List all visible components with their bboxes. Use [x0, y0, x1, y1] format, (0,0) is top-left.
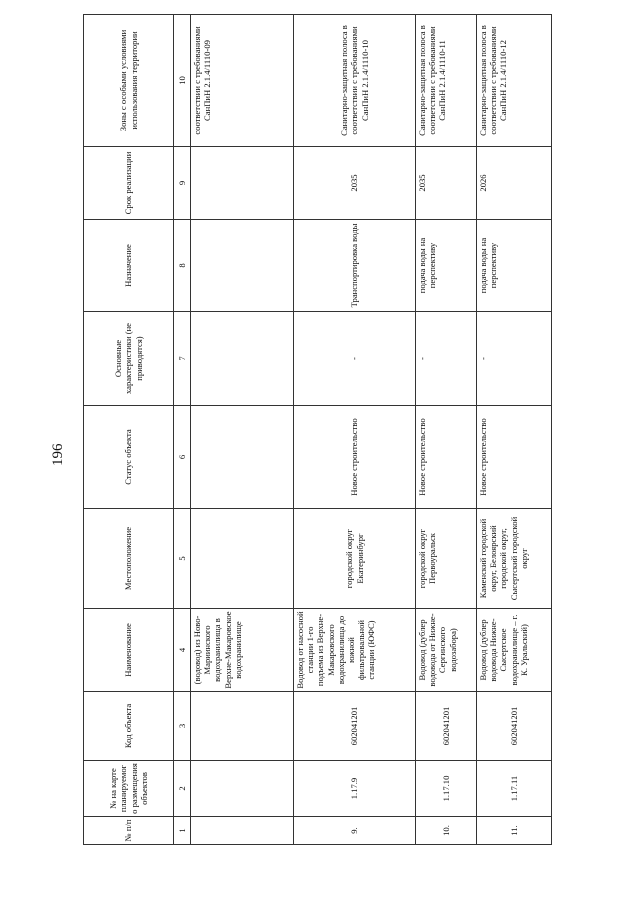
cell-characteristics: -: [477, 312, 552, 406]
cell-code: 602041201: [477, 692, 552, 761]
cell-num: 11.: [477, 817, 552, 845]
table-row: [191, 15, 294, 845]
cell-term: 2035: [416, 147, 477, 220]
cell-characteristics: [191, 312, 294, 406]
column-number-row: [174, 15, 191, 845]
cell-num: 10.: [416, 817, 477, 845]
rotated-table-container: [83, 15, 551, 845]
column-number: 7: [174, 312, 191, 406]
column-number: 4: [174, 609, 191, 692]
header-characteristics: Основные характеристики (не приводятся): [84, 312, 174, 406]
cell-purpose: подача воды на перспективу: [477, 220, 552, 312]
header-zones: Зоны с особыми условиями использования территории: [84, 15, 174, 147]
cell-term: 2026: [477, 147, 552, 220]
cell-code: 602041201: [416, 692, 477, 761]
cell-zones: Санитарно-защитная полоса в соответствии с требованиями СанПиН 2.1.4/1110-11: [416, 15, 477, 147]
header-map-no: № на карте планируемого размещения объектов: [84, 761, 174, 817]
cell-location: Каменский городской округ, Белоярский городской округ, Сысертский городской округ: [477, 509, 552, 609]
cell-zones: Санитарно-защитная полоса в соответствии с требованиями СанПиН 2.1.4/1110-10: [294, 15, 416, 147]
column-number: 10: [174, 15, 191, 147]
cell-purpose: Транспортировка воды: [294, 220, 416, 312]
cell-characteristics: -: [416, 312, 477, 406]
header-term: Срок реализации: [84, 147, 174, 220]
header-location: Местоположение: [84, 509, 174, 609]
header-name: Наименование: [84, 609, 174, 692]
column-number: 2: [174, 761, 191, 817]
cell-num: [191, 817, 294, 845]
cell-status: Новое строительство: [416, 406, 477, 509]
header-status: Статус объекта: [84, 406, 174, 509]
table-row: [294, 15, 416, 845]
cell-status: Новое строительство: [477, 406, 552, 509]
column-number: 1: [174, 817, 191, 845]
cell-purpose: [191, 220, 294, 312]
table-row: [416, 15, 477, 845]
cell-term: [191, 147, 294, 220]
cell-name: Водовод (дублер водовода от Нижне-Сергинского водозабора): [416, 609, 477, 692]
cell-map-no: 1.17.9: [294, 761, 416, 817]
cell-num: 9.: [294, 817, 416, 845]
header-code: Код объекта: [84, 692, 174, 761]
cell-map-no: [191, 761, 294, 817]
cell-name: Водовод (дублер водовода Нижне-Сысертское водохранилище – г. К. Уральский): [477, 609, 552, 692]
column-number: 6: [174, 406, 191, 509]
cell-code: [191, 692, 294, 761]
column-number: 5: [174, 509, 191, 609]
header-num: № п/п: [84, 817, 174, 845]
header-row: [84, 15, 174, 845]
cell-name: Водовод от насосной станции 1-го подъема из Верхне-Макаровского водохранилища до южной фильтровальной станции (ЮФС): [294, 609, 416, 692]
cell-location: [191, 509, 294, 609]
page-number: 196: [50, 443, 66, 466]
cell-code: 602041201: [294, 692, 416, 761]
cell-characteristics: -: [294, 312, 416, 406]
objects-table: [83, 14, 552, 845]
column-number: 3: [174, 692, 191, 761]
column-number: 8: [174, 220, 191, 312]
column-number: 9: [174, 147, 191, 220]
cell-status: [191, 406, 294, 509]
cell-purpose: подача воды на перспективу: [416, 220, 477, 312]
cell-term: 2035: [294, 147, 416, 220]
header-purpose: Назначение: [84, 220, 174, 312]
cell-zones: соответствии с требованиями СанПиН 2.1.4/1110-09: [191, 15, 294, 147]
cell-location: городской округ Екатеринбург: [294, 509, 416, 609]
cell-name: (водовод) из Ново-Мариинского водохранилища в Верхне-Макаровское водохранилище: [191, 609, 294, 692]
cell-zones: Санитарно-защитная полоса в соответствии с требованиями СанПиН 2.1.4/1110-12: [477, 15, 552, 147]
cell-location: городской округ Первоуральск: [416, 509, 477, 609]
cell-status: Новое строительство: [294, 406, 416, 509]
cell-map-no: 1.17.11: [477, 761, 552, 817]
cell-map-no: 1.17.10: [416, 761, 477, 817]
table-row: [477, 15, 552, 845]
